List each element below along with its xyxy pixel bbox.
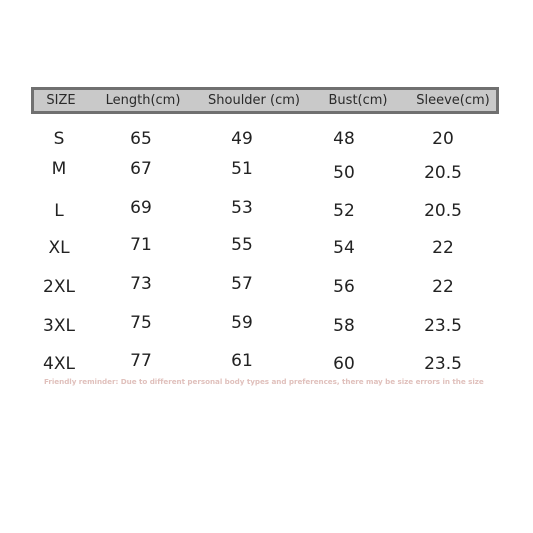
header-bust: Bust(cm) bbox=[328, 93, 388, 108]
bust-cell: 56 bbox=[333, 277, 355, 297]
size-disclaimer-note: Friendly reminder: Due to different personal body types and preferences, there may be size errors in the size bbox=[44, 377, 484, 386]
size-cell: L bbox=[54, 201, 64, 221]
sleeve-cell: 20.5 bbox=[424, 201, 462, 221]
bust-cell: 52 bbox=[333, 201, 355, 221]
length-cell: 75 bbox=[130, 313, 152, 333]
size-cell: S bbox=[53, 129, 65, 149]
header-size: SIZE bbox=[46, 93, 76, 108]
header-length: Length(cm) bbox=[105, 93, 181, 108]
sleeve-cell: 22 bbox=[432, 277, 454, 297]
shoulder-cell: 55 bbox=[231, 235, 253, 255]
sleeve-cell: 22 bbox=[432, 238, 454, 258]
shoulder-cell: 59 bbox=[231, 313, 253, 333]
shoulder-cell: 61 bbox=[231, 351, 253, 371]
size-cell: M bbox=[51, 159, 67, 179]
table-row bbox=[0, 272, 533, 306]
length-cell: 69 bbox=[130, 198, 152, 218]
shoulder-cell: 53 bbox=[231, 198, 253, 218]
length-cell: 77 bbox=[130, 351, 152, 371]
table-row bbox=[0, 311, 533, 345]
size-cell: 2XL bbox=[43, 277, 75, 297]
shoulder-cell: 51 bbox=[231, 159, 253, 179]
length-cell: 71 bbox=[130, 235, 152, 255]
table-row bbox=[0, 196, 533, 230]
length-cell: 67 bbox=[130, 159, 152, 179]
bust-cell: 50 bbox=[333, 163, 355, 183]
length-cell: 73 bbox=[130, 274, 152, 294]
bust-cell: 54 bbox=[333, 238, 355, 258]
header-sleeve: Sleeve(cm) bbox=[416, 93, 490, 108]
table-row bbox=[0, 233, 533, 267]
table-row bbox=[0, 127, 533, 161]
size-table-header bbox=[31, 87, 499, 114]
size-cell: XL bbox=[48, 238, 70, 258]
bust-cell: 48 bbox=[333, 129, 355, 149]
size-cell: 3XL bbox=[43, 316, 75, 336]
bust-cell: 60 bbox=[333, 354, 355, 374]
sleeve-cell: 20.5 bbox=[424, 163, 462, 183]
table-row bbox=[0, 157, 533, 191]
header-shoulder: Shoulder (cm) bbox=[208, 93, 300, 108]
size-cell: 4XL bbox=[43, 354, 75, 374]
bust-cell: 58 bbox=[333, 316, 355, 336]
sleeve-cell: 20 bbox=[432, 129, 454, 149]
shoulder-cell: 49 bbox=[231, 129, 253, 149]
sleeve-cell: 23.5 bbox=[424, 316, 462, 336]
length-cell: 65 bbox=[130, 129, 152, 149]
sleeve-cell: 23.5 bbox=[424, 354, 462, 374]
shoulder-cell: 57 bbox=[231, 274, 253, 294]
